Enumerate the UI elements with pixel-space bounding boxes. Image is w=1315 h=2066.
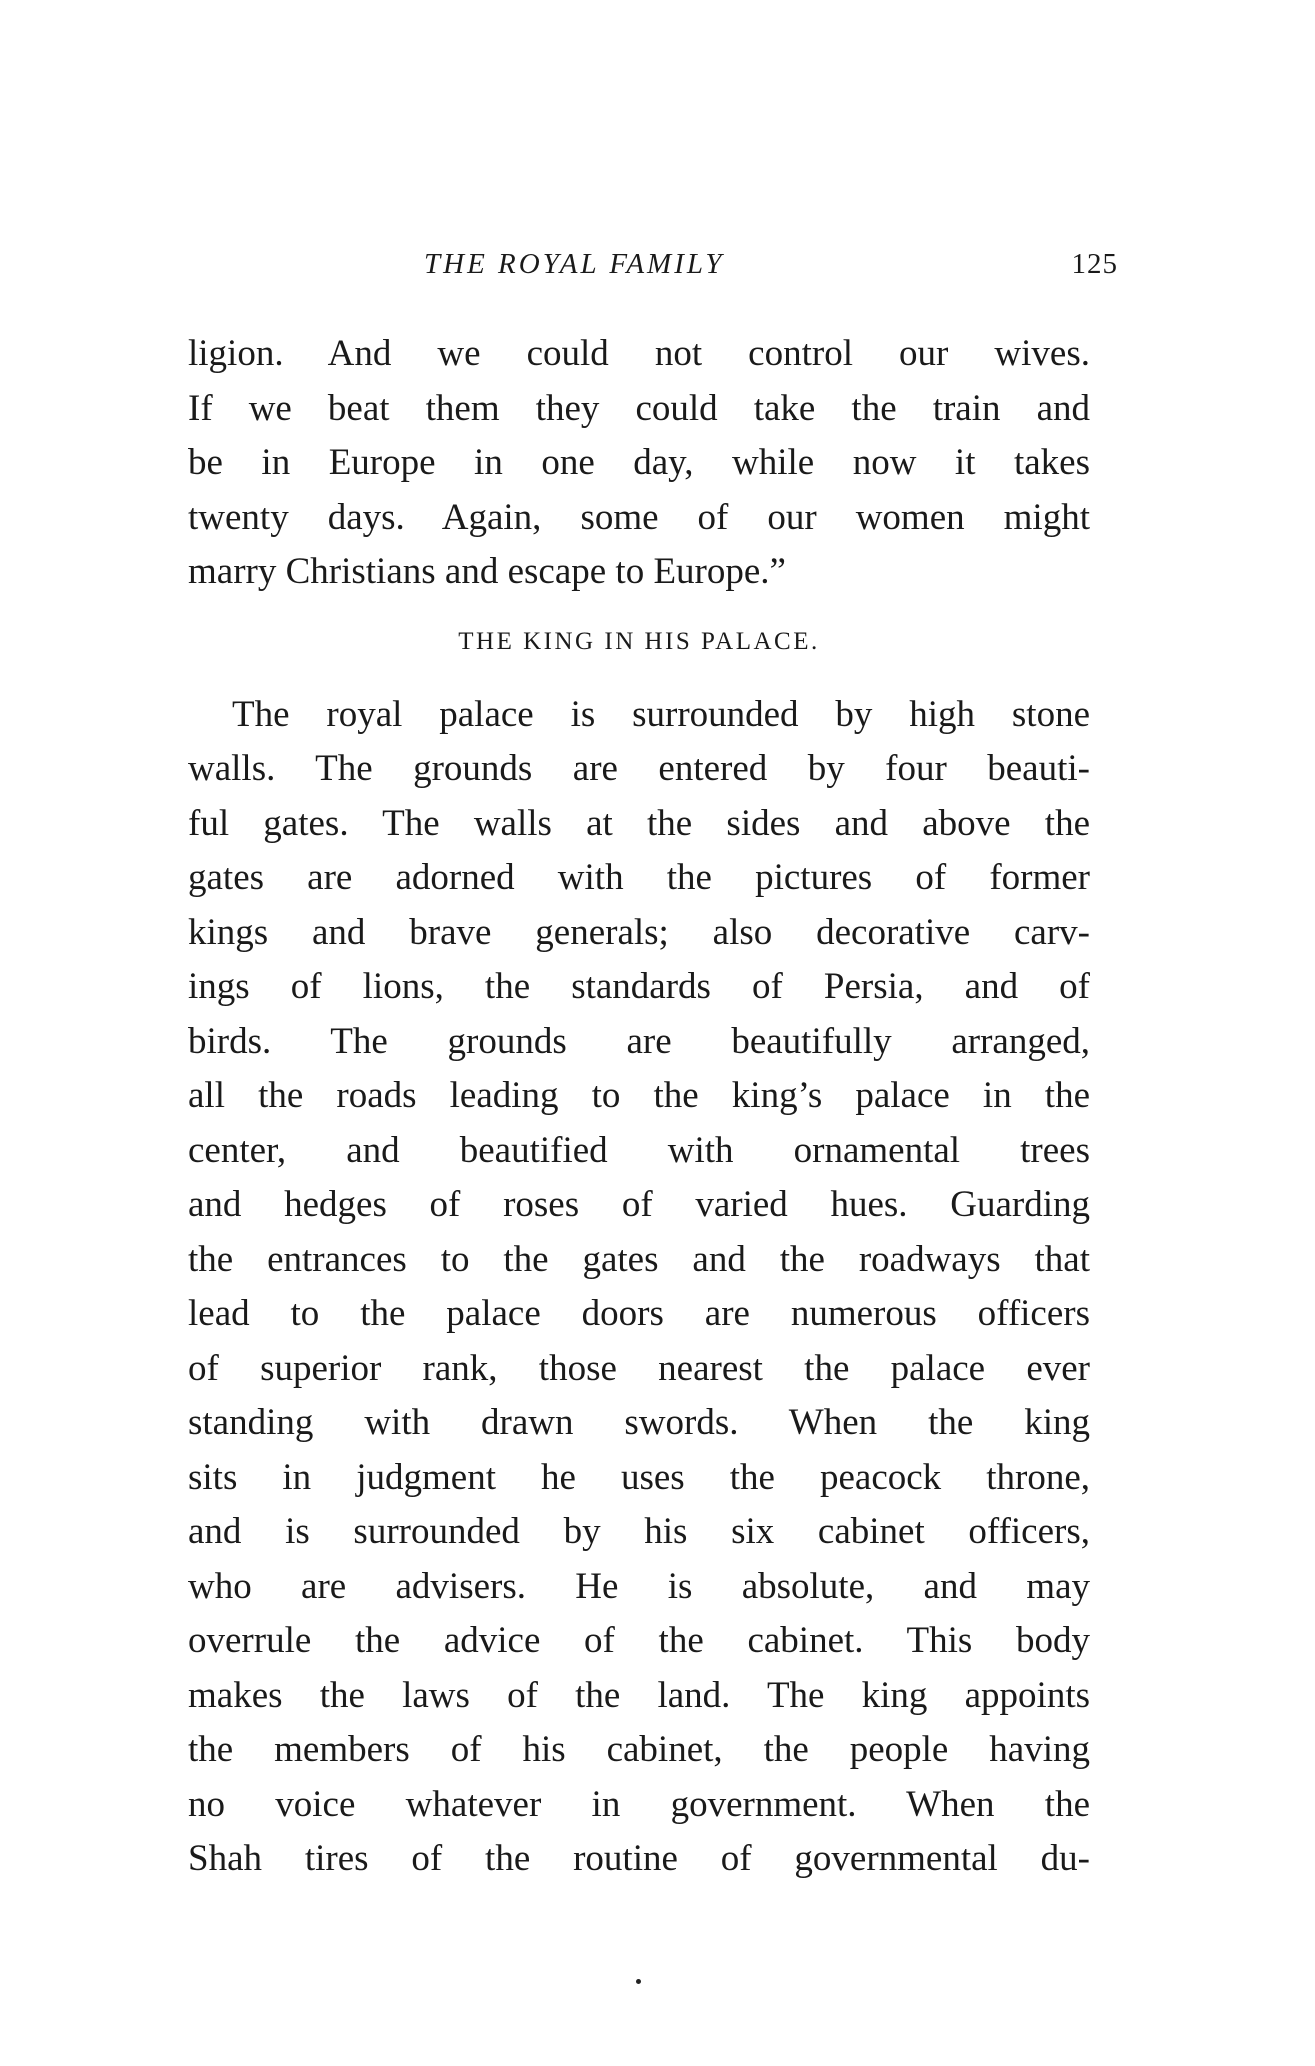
paragraph-continued <box>188 327 1090 600</box>
page-number: 125 <box>1071 248 1118 280</box>
text-line: ligion. And we could not control our wives. <box>188 333 1090 374</box>
text-line: who are advisers. He is absolute, and may <box>188 1565 1090 1607</box>
text-line: center, and beautified with ornamental trees <box>188 1129 1090 1171</box>
text-line: marry Christians and escape to Europe.” <box>188 551 786 592</box>
text-line: twenty days. Again, some of our women might <box>188 496 1090 538</box>
text-line: If we beat them they could take the train and <box>188 387 1090 429</box>
text-line: the entrances to the gates and the roadways that <box>188 1238 1090 1280</box>
text-line: standing with drawn swords. When the king <box>188 1402 1090 1443</box>
text-line: gates are adorned with the pictures of former <box>188 857 1090 898</box>
text-line: and is surrounded by his six cabinet officers, <box>188 1511 1090 1552</box>
running-head <box>188 248 1118 288</box>
text-line: ings of lions, the standards of Persia, and of <box>188 966 1090 1007</box>
text-line: of superior rank, those nearest the palace ever <box>188 1347 1090 1389</box>
section-heading: THE KING IN HIS PALACE. <box>458 627 820 655</box>
paragraph-king-in-palace <box>188 688 1090 1887</box>
text-line: overrule the advice of the cabinet. This body <box>188 1620 1090 1661</box>
text-line: lead to the palace doors are numerous officers <box>188 1293 1090 1334</box>
text-line: ful gates. The walls at the sides and above the <box>188 802 1090 844</box>
text-line: birds. The grounds are beautifully arranged, <box>188 1020 1090 1062</box>
text-line: Shah tires of the routine of governmental du- <box>188 1838 1090 1879</box>
text-line: The royal palace is surrounded by high stone <box>232 693 1090 735</box>
text-line: kings and brave generals; also decorative carv- <box>188 911 1090 953</box>
text-line: and hedges of roses of varied hues. Guarding <box>188 1184 1090 1225</box>
running-title: THE ROYAL FAMILY <box>424 248 725 280</box>
text-line: sits in judgment he uses the peacock throne, <box>188 1456 1090 1498</box>
text-line: be in Europe in one day, while now it takes <box>188 442 1090 483</box>
text-line: makes the laws of the land. The king appoints <box>188 1674 1090 1716</box>
ink-speck <box>636 1979 641 1984</box>
text-line: all the roads leading to the king’s palace in the <box>188 1075 1090 1116</box>
body-text <box>188 327 1090 1887</box>
text-line: no voice whatever in government. When the <box>188 1783 1090 1825</box>
text-line: the members of his cabinet, the people having <box>188 1729 1090 1770</box>
text-line: walls. The grounds are entered by four beauti- <box>188 748 1090 789</box>
